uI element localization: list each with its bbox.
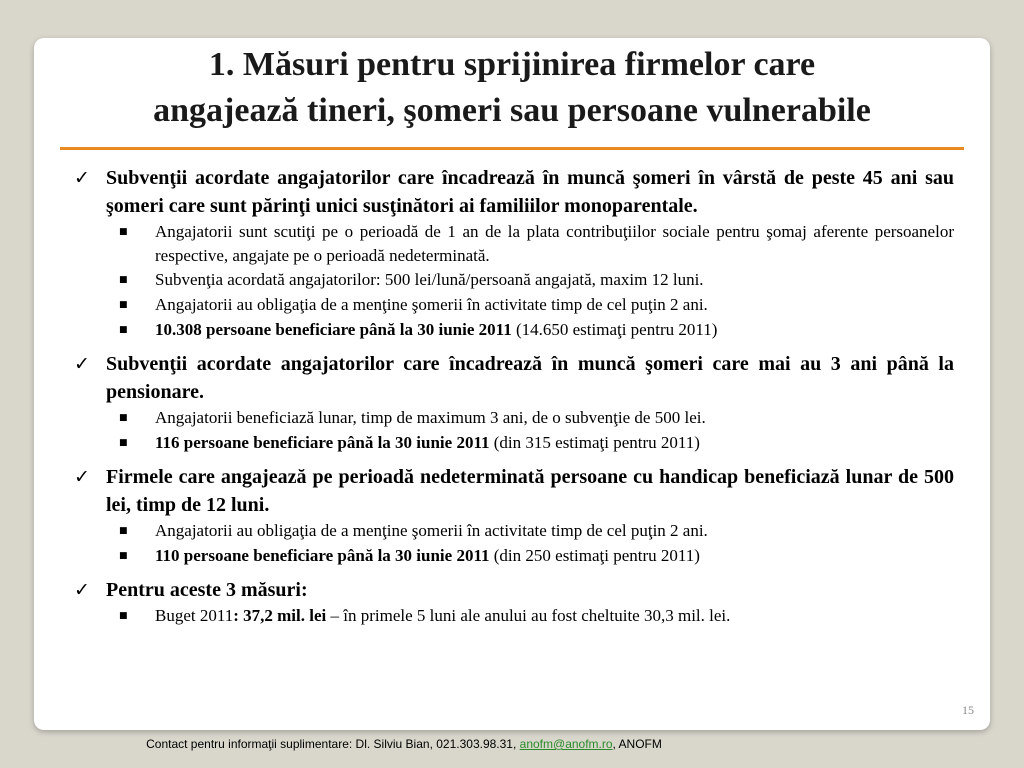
footer-suffix: , ANOFM [612, 737, 662, 751]
measure-section-4 [74, 576, 954, 629]
list-item-text: Angajatorii au obligaţia de a menţine şomerii în activitate timp de cel puţin 2 ani. [155, 521, 708, 540]
budget-item [119, 604, 954, 629]
list-item-text: Angajatorii sunt scutiţi pe o perioadă de 1 an de la plata contribuţiilor sociale pentru şomaj aferente persoanelor respective, angajate pe o perioadă nedeterminată. [155, 222, 954, 265]
contact-footer [0, 737, 808, 751]
checkmark-icon: ✓ [74, 466, 90, 488]
section-heading: Subvenţii acordate angajatorilor care încadrează în muncă şomeri care mai au 3 ani până la pensionare. [106, 353, 954, 403]
section-heading: Firmele care angajează pe perioadă nedeterminată persoane cu handicap beneficiază lunar de 500 lei, timp de 12 luni. [106, 466, 954, 516]
slide-title [34, 42, 990, 134]
square-bullet-icon: ■ [119, 300, 128, 310]
list-item-text: 116 persoane beneficiare până la 30 iunie 2011 (din 315 estimaţi pentru 2011) [155, 433, 700, 452]
measure-section-3 [74, 463, 954, 569]
page-number: 15 [962, 703, 974, 717]
checkmark-icon: ✓ [74, 167, 90, 189]
title-line-2: angajează tineri, şomeri sau persoane vulnerabile [153, 92, 871, 129]
square-bullet-icon: ■ [119, 526, 128, 536]
list-item [119, 268, 954, 293]
slide-content [74, 164, 954, 636]
list-item [119, 318, 954, 343]
checkmark-icon: ✓ [74, 579, 90, 601]
footer-prefix: Contact pentru informaţii suplimentare: Dl. Silviu Bian, 021.303.98.31, [146, 737, 520, 751]
list-item-text: Subvenţia acordată angajatorilor: 500 lei/lună/persoană angajată, maxim 12 luni. [155, 270, 704, 289]
list-item [119, 544, 954, 569]
square-bullet-icon: ■ [119, 325, 128, 335]
title-line-1: 1. Măsuri pentru sprijinirea firmelor care [208, 46, 816, 83]
slide [34, 38, 990, 730]
square-bullet-icon: ■ [119, 413, 128, 423]
list-item-text: 110 persoane beneficiare până la 30 iunie 2011 (din 250 estimaţi pentru 2011) [155, 546, 700, 565]
square-bullet-icon: ■ [119, 551, 128, 561]
list-item-text: 10.308 persoane beneficiare până la 30 iunie 2011 (14.650 estimaţi pentru 2011) [155, 320, 718, 339]
measure-section-1 [74, 164, 954, 343]
email-link[interactable]: anofm@anofm.ro [519, 737, 613, 751]
section-heading: Subvenţii acordate angajatorilor care încadrează în muncă şomeri în vârstă de peste 45 ani sau şomeri care sunt părinţi unici susţinători ai familiilor monoparentale. [106, 167, 954, 217]
budget-text: Buget 2011: 37,2 mil. lei – în primele 5 luni ale anului au fost cheltuite 30,3 mil. lei. [155, 606, 731, 625]
title-divider [60, 147, 964, 150]
list-item [119, 293, 954, 318]
list-item-text: Angajatorii au obligaţia de a menţine şomerii în activitate timp de cel puţin 2 ani. [155, 295, 708, 314]
square-bullet-icon: ■ [119, 227, 128, 237]
list-item [119, 220, 954, 268]
list-item [119, 406, 954, 431]
list-item [119, 519, 954, 544]
list-item-text: Angajatorii beneficiază lunar, timp de maximum 3 ani, de o subvenţie de 500 lei. [155, 408, 706, 427]
square-bullet-icon: ■ [119, 275, 128, 285]
square-bullet-icon: ■ [119, 438, 128, 448]
measure-section-2 [74, 350, 954, 456]
square-bullet-icon: ■ [119, 611, 128, 621]
list-item [119, 431, 954, 456]
checkmark-icon: ✓ [74, 353, 90, 375]
section-heading: Pentru aceste 3 măsuri: [106, 579, 308, 601]
